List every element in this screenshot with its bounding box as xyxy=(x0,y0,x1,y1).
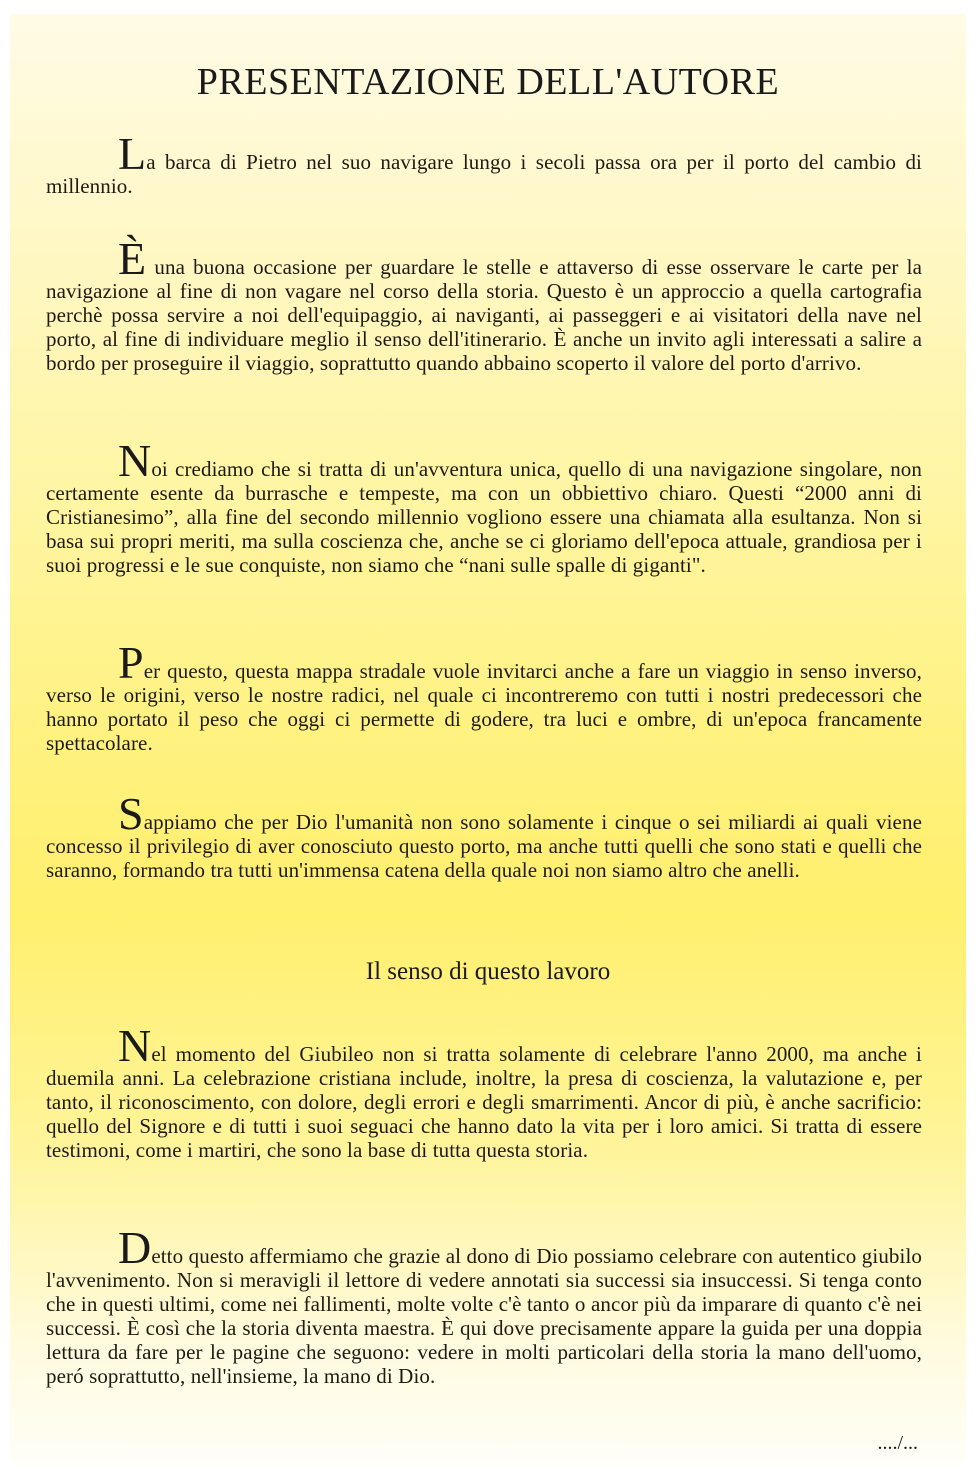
page xyxy=(10,14,966,1466)
paragraph-7 xyxy=(46,1222,922,1388)
paragraph-text: a barca di Pietro nel suo navigare lungo i secoli passa ora per il porto del cambio di millennio. xyxy=(46,150,922,198)
paragraph-text: er questo, questa mappa stradale vuole invitarci anche a fare un viaggio in senso inverso, verso le origini, verso le nostre radici, nel quale ci incontreremo con tutti i nostri predecessori che hanno portato il peso che oggi ci permette di godere, tra luci e ombre, di un'epoca francamente spettacolare. xyxy=(46,659,922,755)
drop-cap: N xyxy=(118,1020,152,1071)
drop-cap: S xyxy=(118,788,144,839)
drop-cap: L xyxy=(118,128,147,179)
paragraph-1 xyxy=(46,128,922,198)
paragraph-5 xyxy=(46,788,922,882)
paragraph-text: appiamo che per Dio l'umanità non sono solamente i cinque o sei miliardi ai quali viene concesso il privilegio di aver conosciuto questo porto, ma anche tutti quelli che sono stati e quelli che saranno, formando tra tutti un'immensa catena della quale noi non siamo altro che anelli. xyxy=(46,810,922,882)
drop-cap: È xyxy=(118,233,147,284)
drop-cap: P xyxy=(118,637,144,688)
paragraph-text: el momento del Giubileo non si tratta solamente di celebrare l'anno 2000, ma anche i duemila anni. La celebrazione cristiana include, inoltre, la presa di coscienza, la valutazione e, per tanto, il riconoscimento, con dolore, degli errori e degli smarrimenti. Ancor di più, è anche sacrificio: quello del Signore e di tutti i suoi seguaci che hanno dato la vita per i loro amici. Si tratta di essere testimoni, come i martiri, che sono la base di tutta questa storia. xyxy=(46,1042,922,1162)
continuation-mark: ..../... xyxy=(877,1432,918,1454)
paragraph-4 xyxy=(46,637,922,755)
paragraph-3 xyxy=(46,435,922,577)
drop-cap: D xyxy=(118,1222,152,1273)
paragraph-6 xyxy=(46,1020,922,1162)
paragraph-text: etto questo affermiamo che grazie al dono di Dio possiamo celebrare con autentico giubilo l'avvenimento. Non si meravigli il lettore di vedere annotati sia successi sia insuccessi. Si tenga conto che in questi ultimi, come nei fallimenti, molte volte c'è tanto o ancor più da imparare di quanto c'è nei successi. È così che la storia diventa maestra. È qui dove precisamente appare la guida per una doppia lettura da fare per le pagine che seguono: vedere in molti particolari della storia la mano dell'uomo, peró soprattutto, nell'insieme, la mano di Dio. xyxy=(46,1244,922,1388)
section-title: Il senso di questo lavoro xyxy=(365,958,611,985)
page-title: PRESENTAZIONE DELL'AUTORE xyxy=(196,61,780,103)
paragraph-2 xyxy=(46,233,922,375)
paragraph-text: oi crediamo che si tratta di un'avventura unica, quello di una navigazione singolare, non certamente esente da burrasche e tempeste, ma con un obbiettivo chiaro. Questi “2000 anni di Cristianesimo”, alla fine del secondo millennio vogliono essere una chiamata alla esultanza. Non si basa sui propri meriti, ma sulla coscienza che, anche se ci gloriamo dell'epoca attuale, grandiosa per i suoi progressi e le sue conquiste, non siamo che “nani sulle spalle di giganti". xyxy=(46,457,922,577)
drop-cap: N xyxy=(118,435,152,486)
paragraph-text: una buona occasione per guardare le stelle e attaverso di esse osservare le carte per la navigazione al fine di non vagare nel corso della storia. Questo è un approccio a quella cartografia perchè possa servire a noi dell'equipaggio, ai naviganti, ai passeggeri e ai visitatori della nave nel porto, al fine di individuare meglio il senso dell'itinerario. È anche un invito agli interessati a salire a bordo per proseguire il viaggio, soprattutto quando abbaino scoperto il valore del porto d'arrivo. xyxy=(46,255,922,375)
